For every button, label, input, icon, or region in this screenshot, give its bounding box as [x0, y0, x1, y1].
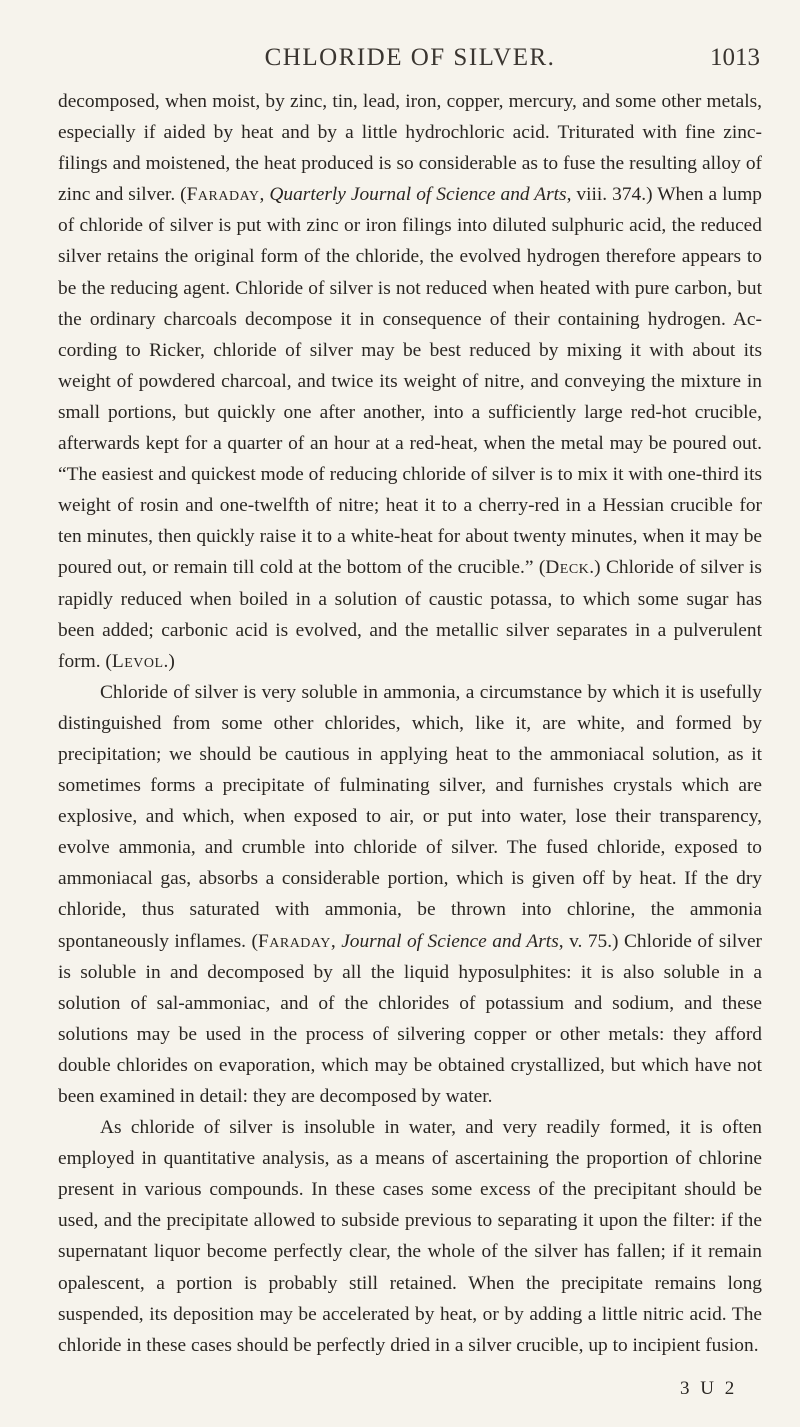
- text-run: , viii. 374.) When a lump of chloride of silver is put with zinc or iron filings into diluted sulphuric acid, the reduced silver retains the original form of the chloride, the evolved hydrogen therefore appears to be the reducing agent. Chloride of silver is not reduced when heated with pure carbon, but the ordinary charcoals decompose it in consequence of their containing hydrogen. According to Ricker, chloride of silver may be best reduced by mixing it with about its weight of powdered charcoal, and twice its weight of nitre, and conveying the mixture in small portions, but quickly one after another, into a sufficiently large red-hot crucible, afterwards kept for a quarter of an hour at a red-heat, when the metal may be poured out. “The easiest and quickest mode of reducing chloride of silver is to mix it with one-third its weight of rosin and one-twelfth of nitre; heat it to a cherry-red in a Hessian crucible for ten minutes, then quickly raise it to a white-heat for about twenty minutes, when it may be poured out, or remain till cold at the bottom of the crucible.” (: [58, 184, 762, 579]
- text-run: .): [163, 650, 175, 672]
- journal-title: Journal of Science and Arts: [341, 930, 559, 952]
- page-number: 1013: [710, 44, 760, 71]
- text-run: , v. 75.) Chloride of silver is soluble in and decomposed by all the liquid hyposulphites: it is also soluble in a solution of sal-ammoniac, and of the chlorides of potassium and sodium, and these solutions may be used in the process of silvering copper or other metals: they afford double chlorides on evaporation, which may be obtained crystallized, but which have not been examined in detail: they are decomposed by water.: [58, 930, 763, 1107]
- author-citation: Deck: [545, 557, 590, 579]
- body-text: [58, 86, 762, 1361]
- text-run: decomposed, when moist, by zinc, tin, lead, iron, copper, mercury, and some other metals, especially if aided by heat and by a little hydrochloric acid. Triturated with fine zinc-filings and moistened, the heat produced is so considerable as to fuse the resulting alloy of zinc and silver. (: [58, 91, 762, 206]
- page-header: [60, 44, 760, 84]
- running-head: CHLORIDE OF SILVER.: [264, 44, 556, 71]
- author-citation: Levol: [111, 650, 164, 672]
- paragraph-p1: [58, 86, 762, 677]
- text-run: ,: [330, 930, 342, 952]
- text-run: ,: [259, 184, 270, 206]
- text-run: .) Chloride of silver is rapidly reduced when boiled in a solution of caustic potassa, to which some sugar has been added; carbonic acid is evolved, and the metallic silver separates in a pulverulent form. (: [58, 557, 762, 672]
- paragraph-p2: [58, 677, 762, 1112]
- text-run: Chloride of silver is very soluble in ammonia, a circumstance by which it is usefully distinguished from some other chlorides, which, like it, are white, and formed by precipitation; we should be cautious in applying heat to the ammoniacal solution, as it sometimes forms a precipitate of fulminating silver, and furnishes crystals which are explosive, and which, when exposed to air, or put into water, lose their transparency, evolve ammonia, and crumble into chloride of silver. The fused chloride, exposed to ammoniacal gas, absorbs a considerable portion, which is given off by heat. If the dry chloride, thus saturated with ammonia, be thrown into chlorine, the ammonia spontaneously inflames. (: [58, 681, 762, 952]
- journal-title: Quarterly Journal of Science and Arts: [269, 184, 567, 206]
- text-run: As chloride of silver is insoluble in water, and very readily formed, it is often employed in quantitative analysis, as a means of ascertaining the proportion of chlorine present in various compounds. In these cases some excess of the precipitant should be used, and the precipitate allowed to subside previous to separating it upon the filter: if the supernatant liquor become perfectly clear, the whole of the silver has fallen; if it remain opalescent, a portion is probably still retained. When the precipitate remains long suspended, its deposition may be accelerated by heat, or by adding a little nitric acid. The chloride in these cases should be perfectly dried in a silver crucible, up to incipient fusion.: [58, 1117, 762, 1356]
- paragraph-p3: [58, 1112, 762, 1361]
- author-citation: Faraday: [186, 184, 260, 206]
- signature-mark: 3 U 2: [680, 1378, 738, 1399]
- author-citation: Faraday: [257, 930, 331, 952]
